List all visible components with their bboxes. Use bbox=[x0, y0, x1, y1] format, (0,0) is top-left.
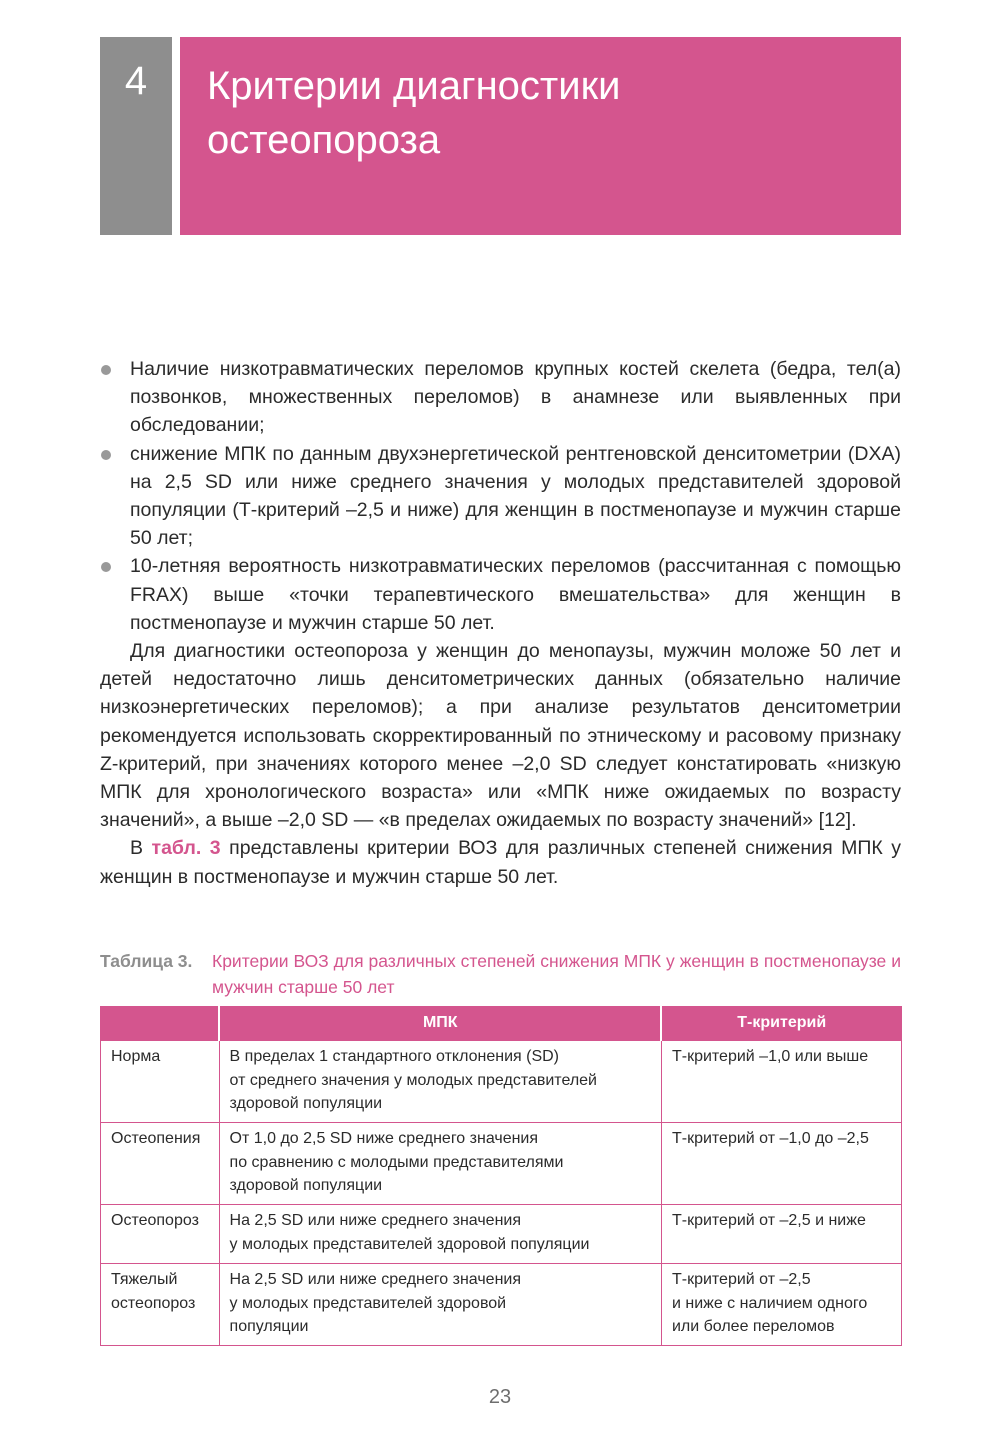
table-cell-category bbox=[101, 1041, 220, 1123]
cell-line: В пределах 1 стандартного отклонения (SD) bbox=[229, 1048, 560, 1065]
cell-line: Т-критерий от –2,5 и ниже bbox=[671, 1212, 866, 1229]
criteria-list-item: 10-летняя вероятность низкотравматических переломов (рассчитанная с помощью FRAX) выше «точки терапевтического вмешательства» для женщин в постменопаузе и мужчин старше 50 лет. bbox=[100, 552, 901, 637]
cell-line: здоровой популяции bbox=[229, 1177, 383, 1194]
cell-line: Остеопороз bbox=[111, 1212, 199, 1229]
cell-line: От 1,0 до 2,5 SD ниже среднего значения bbox=[229, 1130, 539, 1147]
cell-line: Тяжелый bbox=[111, 1271, 178, 1288]
table-header-cell: МПК bbox=[219, 1006, 661, 1041]
criteria-list-item: снижение МПК по данным двухэнергетической рентгеновской денситометрии (DXA) на 2,5 SD или ниже среднего значения у молодых представителей здоровой популяции (Т-критерий –2,5 и ниже) для женщин в постменопаузе и мужчин старше 50 лет; bbox=[100, 440, 901, 553]
table-reference-link[interactable]: табл. 3 bbox=[151, 837, 221, 860]
criteria-list-item: Наличие низкотравматических переломов крупных костей скелета (бедра, тел(а) позвонков, множественных переломов) в анамнезе или выявленных при обследовании; bbox=[100, 355, 901, 440]
cell-line: Норма bbox=[111, 1048, 161, 1065]
cell-line: по сравнению с молодыми представителями bbox=[229, 1153, 564, 1171]
cell-line: у молодых представителей здоровой популяции bbox=[229, 1235, 590, 1253]
paragraph bbox=[100, 834, 901, 890]
paragraph: Для диагностики остеопороза у женщин до менопаузы, мужчин моложе 50 лет и детей недостаточно лишь денситометрических данных (обязательно наличие низкоэнергетических переломов); а при анализе результатов денситометрии рекомендуется использовать скорректированный по этническому и расовому признаку Z-критерий, при значениях которого менее –2,0 SD следует констатировать «низкую МПК для хронологического возраста» или «МПК ниже ожидаемых по возрасту значений», а выше –2,0 SD — «в пределах ожидаемых по возрасту значений» [12]. bbox=[100, 640, 901, 832]
cell-line: Т-критерий от –2,5 bbox=[671, 1271, 811, 1288]
table-cell-category bbox=[101, 1205, 220, 1264]
table-row bbox=[101, 1205, 902, 1264]
table-caption-text: Критерии ВОЗ для различных степеней снижения МПК у женщин в постменопаузе и мужчин старше 50 лет bbox=[212, 951, 901, 997]
cell-line: На 2,5 SD или ниже среднего значения bbox=[229, 1271, 521, 1288]
table-caption bbox=[100, 948, 901, 1000]
table-cell-mpk bbox=[219, 1041, 661, 1123]
paragraph-prefix: В bbox=[130, 837, 144, 860]
chapter-number: 4 bbox=[100, 37, 172, 235]
chapter-title-line-2: остеопороза bbox=[207, 118, 441, 162]
table-header-cell: Т-критерий bbox=[661, 1006, 901, 1041]
body-text bbox=[100, 355, 901, 891]
table-cell-mpk bbox=[219, 1264, 661, 1346]
cell-line: остеопороз bbox=[111, 1294, 196, 1312]
page-number: 23 bbox=[488, 1386, 512, 1408]
table-header-cell bbox=[101, 1006, 220, 1041]
cell-line: Т-критерий от –1,0 до –2,5 bbox=[671, 1130, 869, 1147]
table-row bbox=[101, 1264, 902, 1346]
table-row bbox=[101, 1123, 902, 1205]
chapter-title bbox=[180, 37, 901, 235]
table-header-row bbox=[101, 1006, 902, 1041]
cell-line: Остеопения bbox=[111, 1130, 201, 1147]
cell-line: Т-критерий –1,0 или выше bbox=[671, 1048, 869, 1065]
table-cell-tscore bbox=[661, 1123, 901, 1205]
table-cell-tscore bbox=[661, 1264, 901, 1346]
chapter-title-line-1: Критерии диагностики bbox=[207, 64, 621, 108]
table-row bbox=[101, 1041, 902, 1123]
cell-line: популяции bbox=[229, 1318, 309, 1335]
table-cell-category bbox=[101, 1264, 220, 1346]
cell-line: у молодых представителей здоровой bbox=[229, 1294, 507, 1312]
table-cell-mpk bbox=[219, 1123, 661, 1205]
criteria-list bbox=[100, 355, 901, 637]
table-cell-mpk bbox=[219, 1205, 661, 1264]
cell-line: и ниже с наличием одного bbox=[671, 1294, 868, 1312]
cell-line: или более переломов bbox=[671, 1318, 835, 1335]
table-caption-label: Таблица 3. bbox=[100, 951, 193, 971]
table-cell-tscore bbox=[661, 1205, 901, 1264]
cell-line: от среднего значения у молодых представителей bbox=[229, 1071, 597, 1089]
who-criteria-table bbox=[100, 1006, 902, 1346]
table-cell-tscore bbox=[661, 1041, 901, 1123]
cell-line: здоровой популяции bbox=[229, 1095, 383, 1112]
cell-line: На 2,5 SD или ниже среднего значения bbox=[229, 1212, 521, 1229]
paragraph-text: представлены критерии ВОЗ для различных степеней снижения МПК у женщин в постменопаузе и мужчин старше 50 лет. bbox=[100, 837, 902, 888]
table-cell-category bbox=[101, 1123, 220, 1205]
